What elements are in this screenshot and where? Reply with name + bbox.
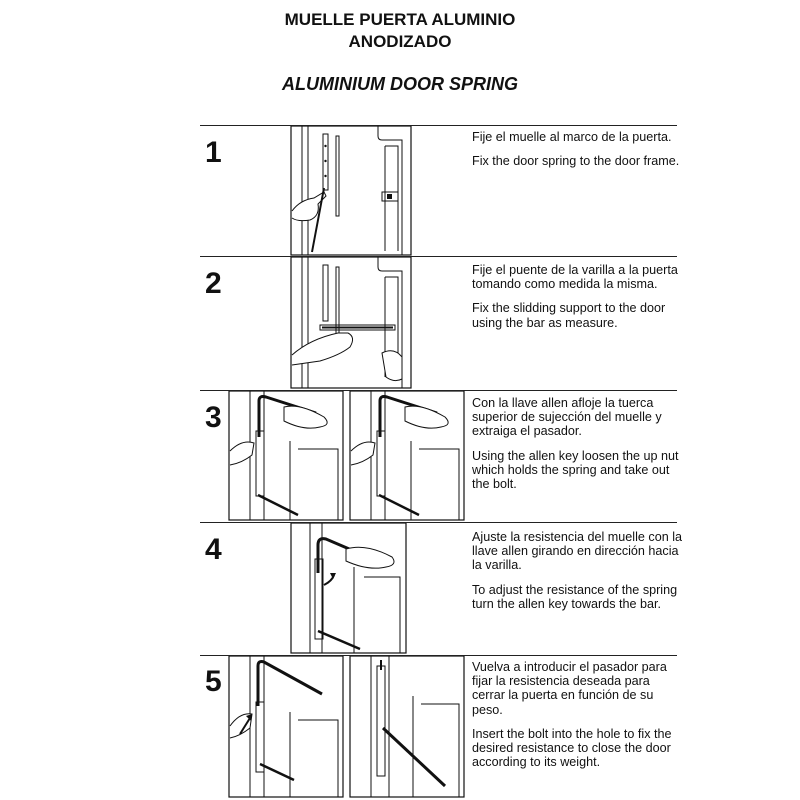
step-number-3: 3 [205,401,222,434]
divider-3-4 [200,522,677,523]
step-3-text-en: Using the allen key loosen the up nut which holds the spring and take out the bolt. [472,448,679,492]
divider-top [200,125,677,126]
step-4-illustration [290,523,407,654]
step-1-illustration [290,126,412,256]
divider-1-2 [200,256,677,257]
step-3-illustration-left [228,391,344,521]
step-4-text [472,530,682,621]
step-1-text [472,130,682,178]
step-1-text-en: Fix the door spring to the door frame. [472,154,680,169]
document-subtitle: ALUMINIUM DOOR SPRING [282,74,518,94]
step-number-4: 4 [205,533,222,566]
step-number-1: 1 [205,136,222,169]
step-5-illustration-left [228,656,344,798]
step-5-text [472,660,682,779]
step-3-text-es: Con la llave allen afloje la tuerca superior de sujección del muelle y extraiga el pasador. [472,396,662,439]
step-number-5: 5 [205,665,222,698]
step-5-text-es: Vuelva a introducir el pasador para fijar la resistencia deseada para cerrar la puerta en función de su peso. [472,660,667,717]
step-3-illustration-right [349,391,465,521]
step-5-illustration-right [349,656,465,798]
step-1-text-es: Fije el muelle al marco de la puerta. [472,130,672,144]
step-2-text-en: Fix the slidding support to the door using the bar as measure. [472,301,666,330]
document-title-line1: MUELLE PUERTA ALUMINIO [284,10,516,29]
step-5-text-en: Insert the bolt into the hole to fix the desired resistance to close the door according to its weight. [472,726,672,770]
step-3-text [472,396,682,501]
document-title-line2: ANODIZADO [348,32,452,51]
step-2-illustration [290,257,412,389]
step-2-text-es: Fije el puente de la varilla a la puerta tomando como medida la misma. [472,263,678,292]
step-4-text-en: To adjust the resistance of the spring turn the allen key towards the bar. [472,582,678,611]
step-number-2: 2 [205,267,222,300]
step-4-text-es: Ajuste la resistencia del muelle con la llave allen girando en dirección hacia la varilla. [472,530,683,573]
step-2-text [472,263,682,340]
